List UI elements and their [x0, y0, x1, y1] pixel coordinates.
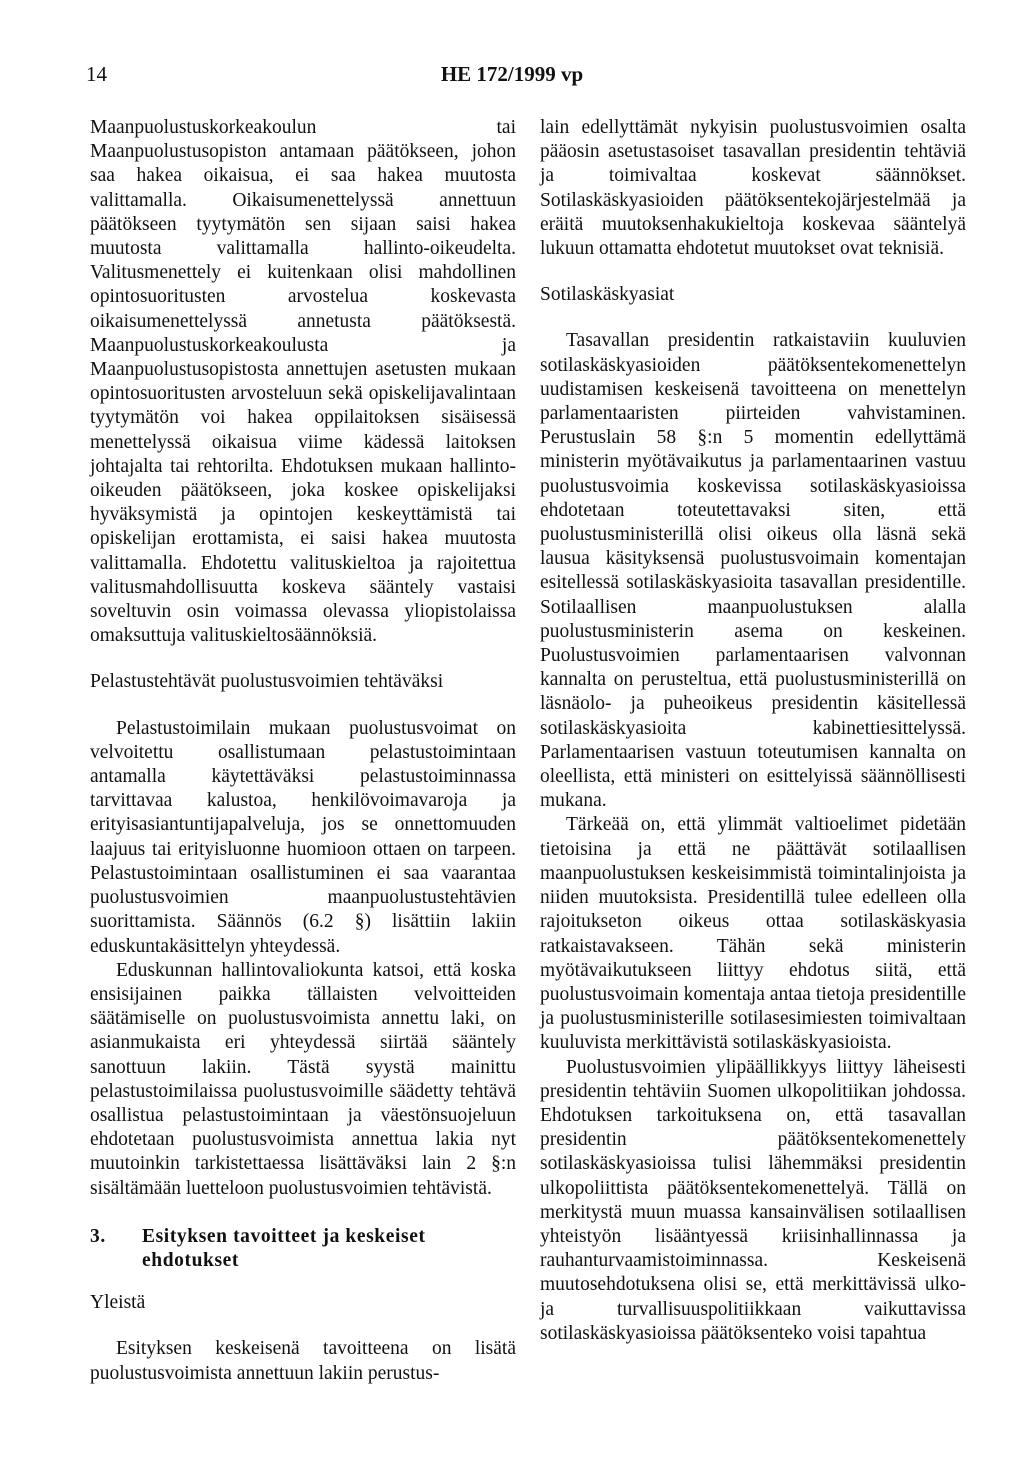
rescue-paragraph-1: Pelastustoimilain mukaan puolustusvoimat on velvoitettu osallistumaan pelastustoimintaan antamalla käytettäväksi pelastustoiminnassa tarvittavaa kalustoa, henkilövoimavaroja ja erityisasiantuntijapalveluja, jos se onnettomuuden laajuus tai erityisluonne huomioon ottaen on tarpeen. Pelastustoimintaan osallistuminen ei saa vaarantaa puolustusvoimien maanpuolustustehtävien suorittamista. Säännös (6.2 §) lisättiin lakiin eduskuntakäsittelyn yhteydessä. [90, 717, 516, 957]
military-paragraph-3: Puolustusvoimien ylipäällikkyys liittyy läheisesti presidentin tehtäviin Suomen ulkopolitiikan johdossa. Ehdotuksen tarkoituksena on, että tasavallan presidentin päätöksentekomenettely sotilaskäskyasioissa tulisi lähemmäksi presidentin ulkopoliittista päätöksentekomenettelyä. Tällä on merkitystä muun muassa kansainvälisen sotilaallisen yhteistyön lisääntyessä kriisinhallinnassa ja rauhanturvaamistoiminnassa. Keskeisenä muutosehdotuksena olisi se, että merkittävissä ulko- ja turvallisuuspolitiikkaan vaikuttavissa sotilaskäskyasioissa päätöksenteko voisi tapahtua [540, 1056, 966, 1344]
military-paragraph-2: Tärkeää on, että ylimmät valtioelimet pidetään tietoisina ja että ne päättävät sotilaallisen maanpuolustuksen keskeisimmistä toimintalinjoista ja niiden muutoksista. Presidentillä tulee edelleen olla rajoitukseton oikeus ottaa sotilaskäskyasia ratkaistavakseen. Tähän sekä ministerin myötävaikutukseen liittyy ehdotus siitä, että puolustusvoimain komentaja antaa tietoja presidentille ja puolustusministerille sotilasesimiesten toimivaltaan kuuluvista merkittävistä sotilaskäskyasioista. [540, 814, 966, 1054]
page-number: 14 [86, 62, 107, 86]
document-id-header: HE 172/1999 vp [440, 62, 584, 86]
section-heading [90, 1225, 516, 1273]
continuation-paragraph: lain edellyttämät nykyisin puolustusvoimien osalta pääosin asetustasoiset tasavallan presidentin tehtäviä ja toimivaltaa koskevat säännökset. Sotilaskäskyasioiden päätöksentekojärjestelmää ja eräitä muutoksenhakukieltoja koskevaa sääntelyä lukuun ottamatta ehdotetut muutokset ovat teknisiä. [540, 117, 966, 260]
right-column [540, 116, 966, 1346]
rescue-paragraph-2: Eduskunnan hallintovaliokunta katsoi, että koska ensisijainen paikka tällaisten velvoitteiden säätämiselle on puolustusvoimista annettu laki, on asianmukaista eri yhteydessä siirtää sääntely sanottuun lakiin. Tästä syystä mainittu pelastustoimilaissa puolustusvoimille säädetty tehtävä osallistua pelastustoimintaan ja väestönsuojeluun ehdotetaan puolustusvoimista annettua lakia nyt muutoinkin tarkistettaessa lisättäväksi lain 2 §:n sisältämään luetteloon puolustusvoimien tehtävistä. [90, 959, 516, 1199]
military-paragraph-1: Tasavallan presidentin ratkaistaviin kuuluvien sotilaskäskyasioiden päätöksentekomenettelyn uudistamisen keskeisenä tavoitteena on menettelyn parlamentaaristen piirteiden vahvistaminen. Perustuslain 58 §:n 5 momentin edellyttämä ministerin myötävaikutus ja parlamentaarinen vastuu puolustusvoimia koskevissa sotilaskäskyasioissa ehdotetaan toteutettavaksi siten, että puolustusministerillä olisi oikeus olla läsnä sekä lausua käsityksensä puolustusvoimain komentajan esitellessä sotilaskäskyasioita tasavallan presidentille. Sotilaallisen maanpuolustuksen alalla puolustusministerin asema on keskeinen. Puolustusvoimien parlamentaarisen valvonnan kannalta on perusteltua, että puolustusministerillä on läsnäolo- ja puheoikeus presidentin käsitellessä sotilaskäskyasioita kabinettiesittelyssä. Parlamentaarisen vastuun toteutumisen kannalta on oleellista, että ministeri on esittelyissä säännöllisesti mukana. [540, 330, 966, 812]
military-orders-heading: Sotilaskäskyasiat [540, 284, 675, 306]
rescue-tasks-heading: Pelastustehtävät puolustusvoimien tehtäväksi [90, 671, 444, 693]
intro-paragraph: Maanpuolustuskorkeakoulun tai Maanpuolustusopiston antamaan päätökseen, johon saa hakea oikaisua, ei saa hakea muutosta valittamalla. Oikaisumenettelyssä annettuun päätökseen tyytymätön sen sijaan saisi hakea muutosta valittamalla hallinto-oikeudelta. Valitusmenettely ei kuitenkaan olisi mahdollinen opintosuoritusten arvostelua koskevasta oikaisumenettelyssä annetusta päätöksestä. Maanpuolustuskorkeakoulusta ja Maanpuolustusopistosta annettujen asetusten mukaan opintosuoritusten arvosteluun sekä opiskelijavalintaan tyytymätön voi hakea oppilaitoksen sisäisessä menettelyssä oikaisua viime kädessä laitoksen johtajalta tai rehtorilta. Ehdotuksen mukaan hallinto-oikeuden päätökseen, joka koskee opiskelijaksi hyväksymistä ja opintojen keskeyttämistä tai opiskelijan erottamista, ei saisi hakea muutosta valittamalla. Ehdotettu valituskieltoa ja rajoitettua valitusmahdollisuutta koskeva sääntely vastaisi soveltuvin osin voimassa olevassa yliopistolaissa omaksuttuja valituskieltosäännöksiä. [90, 117, 516, 647]
section-number: 3. [90, 1225, 106, 1247]
section-title: Esityksen tavoitteet ja keskeiset ehdotukset [142, 1225, 426, 1271]
general-heading: Yleistä [90, 1292, 146, 1314]
left-column [90, 116, 516, 1386]
general-paragraph: Esityksen keskeisenä tavoitteena on lisätä puolustusvoimista annettuun lakiin perustus- [90, 1338, 516, 1384]
